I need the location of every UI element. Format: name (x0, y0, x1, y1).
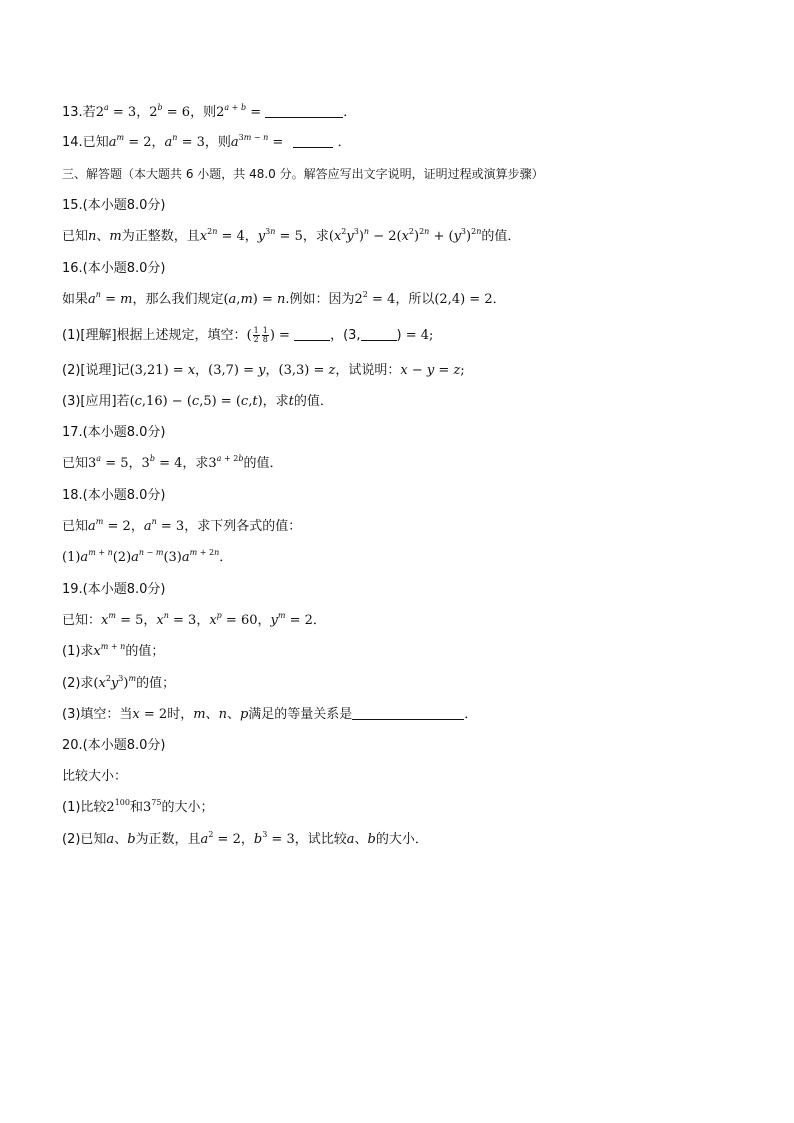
question-16-header: 16.(本小题8.0分) (62, 261, 166, 276)
question-16-part-1: (1)[理解]根据上述规定，填空：( $\frac{1}{2}$ $\frac{1}{8}$ ) = ，(3, ) = 4; (62, 326, 434, 344)
answer-blank[interactable] (352, 707, 464, 720)
question-17-header: 17.(本小题8.0分) (62, 425, 166, 440)
answer-blank[interactable] (265, 105, 343, 118)
question-19-part-2: (2)求$(x^2y^3)^m$的值； (62, 674, 176, 691)
question-16-part-2: (2)[说理]记(3,21) = x，(3,7) = y，(3,3) = z，试说明：x − y = z; (62, 363, 465, 378)
fraction: $\frac{1}{2}$ (253, 326, 259, 344)
question-18: 已知$a^m = 2$，$a^n = 3$，求下列各式的值： (62, 517, 302, 534)
question-15: 已知n、m为正整数，且$x^{2n} = 4$，$y^{3n} = 5$，求$(x^2y^3)^n - 2(x^2)^{2n} + (y^3)^{2n}$的值． (62, 227, 521, 244)
fraction: $\frac{1}{8}$ (262, 326, 268, 344)
answer-blank[interactable] (361, 328, 397, 341)
section-3-title: 三、解答题（本大题共 6 小题，共 48.0 分。解答应写出文字说明，证明过程或演算步骤） (62, 167, 544, 181)
question-13: 13.若$2^a = 3$，$2^b = 6$，则$2^{a + b}$ = ． (62, 103, 357, 120)
question-20-part-2: (2)已知a、b为正数，且$a^2 = 2$，$b^3 = 3$，试比较a、b的大小． (62, 830, 428, 847)
question-18-header: 18.(本小题8.0分) (62, 488, 166, 503)
question-20-intro: 比较大小： (62, 769, 128, 784)
question-20-part-1: (1)比较$2^{100}$和$3^{75}$的大小； (62, 798, 214, 815)
question-18-parts: $(1)a^{m + n}(2)a^{n - m}(3)a^{m + 2n}$． (62, 548, 233, 565)
question-17: 已知$3^a = 5$，$3^b = 4$，求$3^{a + 2b}$的值． (62, 454, 283, 471)
question-16-intro: 如果$a^n = m$，那么我们规定(a,m) = n.例如：因为$2^2 = 4$，所以(2,4) = 2． (62, 290, 506, 307)
question-16-part-3: (3)[应用]若(c,16) − (c,5) = (c,t)，求t的值． (62, 394, 333, 409)
question-19-part-1: (1)求$x^{m + n}$的值； (62, 642, 165, 659)
question-19-header: 19.(本小题8.0分) (62, 582, 166, 597)
question-14: 14.已知$a^m = 2$，$a^n = 3$，则$a^{3m - n}$ = ． (62, 133, 351, 150)
question-19-part-3: (3)填空：当x = 2时，m、n、p满足的等量关系是 ． (62, 707, 478, 722)
answer-blank[interactable] (293, 135, 333, 148)
answer-blank[interactable] (294, 328, 330, 341)
question-19: 已知：$x^m = 5$，$x^n = 3$，$x^p = 60$，$y^m = 2$． (62, 611, 326, 628)
question-15-header: 15.(本小题8.0分) (62, 198, 166, 213)
question-20-header: 20.(本小题8.0分) (62, 738, 166, 753)
